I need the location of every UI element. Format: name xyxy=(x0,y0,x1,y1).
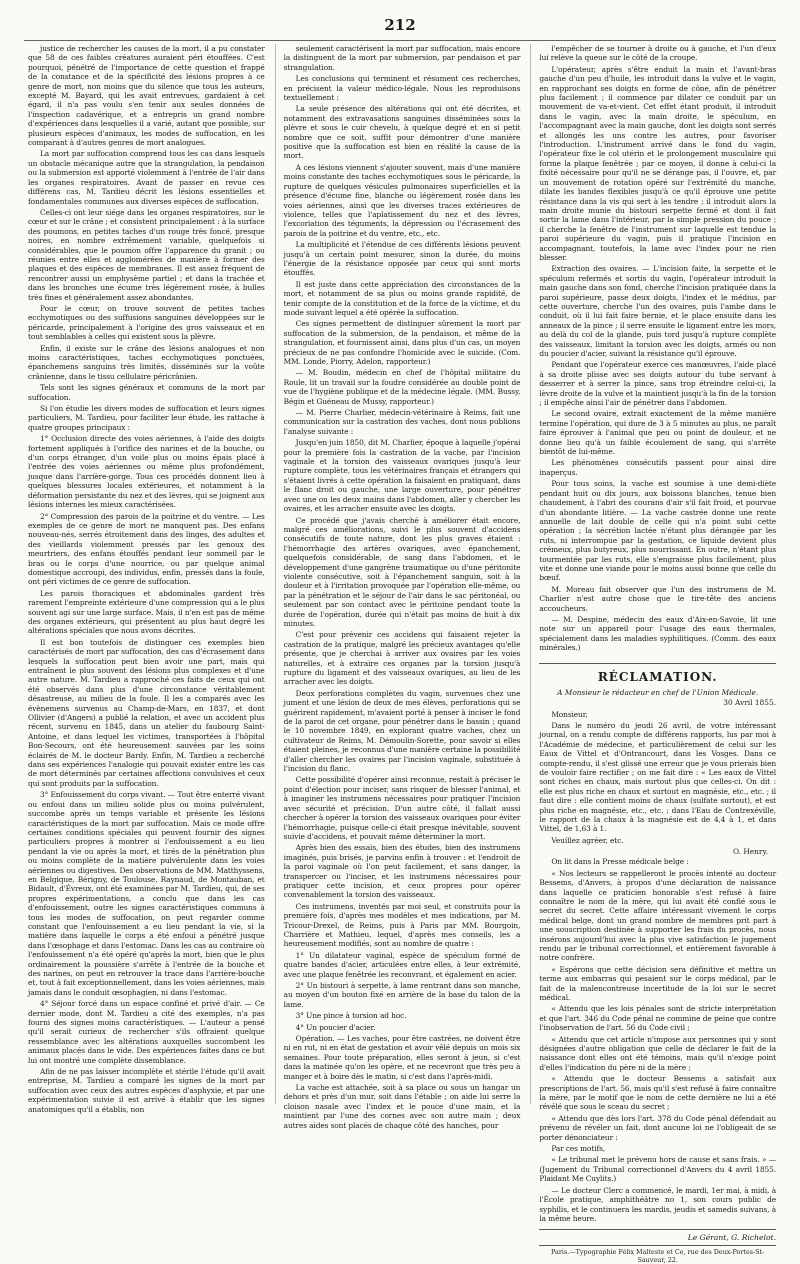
article-paragraph: La seule présence des altérations qui ont été décrites, et notamment des extravasations sanguines disséminées sous la plèvre et sous le cuir chevelu, à quelque degré et en si petit nombre que ce soit, suffit pour démontrer d'une manière positive que la suffocation est bien en réalité la cause de la mort. xyxy=(283,104,521,161)
article-paragraph: M. Moreau fait observer que l'un des instrumens de M. Charlier n'est autre chose que le tire-tête des anciens accoucheurs. xyxy=(539,584,777,613)
article-paragraph: Extraction des ovaires. — L'incision faite, la serpette et le spéculum refermés et sortis du vagin, l'opérateur introduit la main gauche dans son fond, cherche l'incision pratiquée dans la paroi supérieure, passe deux doigts, l'index et le médius, par cette ouverture, cherche l'un des ovaires, puis l'ambe dans le conduit, où il lui fait faire bernie, et le place ensuite dans les anneaux de la pince ; il serre ensuite le ligament entre les mors, au delà du col de la glande, puis tord jusqu'à rupture complète des vaisseaux, limitant la torsion avec les doigts, armés ou non du poucier d'acier, suivant la résistance qu'il éprouve. xyxy=(539,264,777,358)
press-excerpt xyxy=(539,857,776,1223)
press-paragraph: « Nos lecteurs se rappelleront le procès intenté au docteur Bessems, d'Anvers, à propos d'une déclaration de naissance dans laquelle ce praticien honorable s'est refusé à faire connaître le nom de la mère, qui lui avait été confié sous le secret du secret. Cette affaire intéressant vivement le corps médical belge, dont un grand nombre de membres prit part à une souscription destinée à supporter les frais du procès, nous insérons aujourd'hui avec la plus vive satisfaction le jugement rendu par le tribunal correctionnel, et entièrement favorable à notre confrère. xyxy=(539,868,777,963)
article-paragraph: Deux perforations complètes du vagin, survenues chez une jument et une lésion de deux de mes élèves, perforations qui se guérirent rapidement, m'avaient porté à penser à inciser le fond de la paroi de cet organe, pour pénétrer dans le bassin ; quand le 10 novembre 1849, en explorant quatre vaches, chez un cultivateur de Reims, M. Démoulin-Sorette, pour savoir si elles étaient pleines, je reconnus d'une manière certaine la possibilité d'aller chercher les ovaires par l'incision vaginale, substituée à l'incision du flanc. xyxy=(283,688,521,774)
column-3-articles xyxy=(539,44,776,653)
article-paragraph: — M. Despine, médecin des eaux d'Aix-en-Savoie, lit une note sur un appareil pour l'usage des eaux thermales, spécialement dans les maladies syphilitiques. (Comm. des eaux minérales.) xyxy=(539,614,777,653)
article-paragraph: Ces instrumens, inventés par moi seul, et construits pour la première fois, d'après mes modèles et mes indications, par M. Tricour-Drexel, de Reims, puis à Paris par MM. Bourgoin, Charrière et Mathieu, lequel, d'après mes conseils, les a heureusement modifiés, sont au nombre de quatre : xyxy=(283,901,521,949)
article-paragraph: l'empêcher de se tourner à droite ou à gauche, et l'un d'eux lui relève la queue sur le côté de la croupe. xyxy=(539,44,777,63)
article-paragraph: 2° Un bistouri à serpette, à lame rentrant dans son manche, au moyen d'un bouton fixé en arrière de la base du talon de la lame. xyxy=(283,981,521,1009)
article-paragraph: seulement caractérisent la mort par suffocation, mais encore la distinguent de la mort par submersion, par pendaison et par strangulation. xyxy=(283,44,521,72)
article-paragraph: La mort par suffocation comprend tous les cas dans lesquels un obstacle mécanique autre que la strangulation, la pendaison ou la submersion est apporté violemment à l'entrée de l'air dans les organes respiratoires. Avant de passer en revue ces différens cas, M. Tardieu décrit les lésions essentielles et fondamentales communes aux diverses espèces de suffocation. xyxy=(28,149,265,206)
article-paragraph: Pour le cœur, on trouve souvent de petites taches ecchymotiques ou des suffusions sanguines développées sur le péricarde, principalement à l'origine des gros vaisseaux et en tout semblables à celles qui existent sous la plèvre. xyxy=(28,303,265,342)
press-paragraph: « Attendu que cet article n'impose aux personnes qui y sont désignées d'autre obligation que celle de déclarer le fait de la naissance dont elles ont été témoins, mais qu'il n'exige point d'elles l'indication du père ni de la mère ; xyxy=(539,1034,777,1072)
page-number: 212 xyxy=(384,16,416,34)
letter-addressee: A Monsieur le rédacteur en chef de l'Union Médicale. xyxy=(557,687,759,697)
article-paragraph: 2° Compression des parois de la poitrine et du ventre. — Les exemples de ce genre de mort ne manquent pas. Des enfans nouveau-nés, serrés étroitement dans des linges, des adultes et des vieillards violemment pressés par les genoux des meurtriers, des enfans étouffés pendant leur sommeil par le bras ou le corps d'une nourrice, ou par quelque animal domestique accroupi, des individus, enfin, pressés dans la foule, ont péri victimes de ce genre de suffocation. xyxy=(28,511,265,587)
article-paragraph: 1° Un dilatateur vaginal, espèce de spéculum formé de quatre bandes d'acier, articulées entre elles, à leur extrémité, avec une plaque fenêtrée les reconvrant, et également en acier. xyxy=(283,950,521,979)
article-paragraph: Afin de ne pas laisser incomplète et stérile l'étude qu'il avait entreprise, M. Tardieu a comparé les signes de la mort par suffocation avec ceux des autres espèces d'asphyxie, et par une expérimentation suivie il est arrivé à établir que les signes anatomiques qu'il a établis, non xyxy=(28,1067,265,1114)
article-paragraph: La multiplicité et l'étendue de ces différents lésions peuvent jusqu'à un certain point mesurer, sinon la durée, du moins l'énergie de la résistance opposée par ceux qui sont morts étouffés. xyxy=(283,240,521,278)
article-paragraph: 1° Occlusion directe des voies aériennes, à l'aide des doigts fortement appliqués à l'orifice des narines et de la bouche, ou d'un corps étranger, d'un voile plus ou moins épais placé à l'entrée des voies aériennes ou même plus profondément, jusque dans l'arrière-gorge. Tous ces procédés donnent lieu à quelques blessures locales extérieures, et notamment à la déformation persistante du nez et des lèvres, qui se joignent aux lésions internes les mieux caractérisées. xyxy=(28,434,265,510)
press-paragraph: Par ces motifs, xyxy=(551,1144,606,1154)
article-paragraph: Les phénomènes consécutifs passent pour ainsi dire inaperçus. xyxy=(539,458,777,477)
reclamation-title: RÉCLAMATION. xyxy=(539,663,776,684)
article-paragraph: — M. Pierre Charlier, médecin-vétérinaire à Reims, fait une communication sur la castration des vaches, dont nous publions l'analyse suivante : xyxy=(283,408,521,436)
article-paragraph: — M. Boudin, médecin en chef de l'hôpital militaire du Roule, lit un travail sur la foudre considérée au double point de vue de l'hygiène publique et de la médecine légale. (MM. Bussy, Bégin et Guéneau de Mussy, rapporteur.) xyxy=(283,368,521,406)
column-1 xyxy=(28,44,265,1114)
article-paragraph: Opération. — Les vaches, pour être castrées, ne doivent être ni en rut, ni en état de gestation et avoir vêlé depuis un mois six semaines. Pour toute préparation, elles seront à jeun, si c'est dans la matinée qu'on les opère, et ne recevront que très peu à manger et à boire dès le matin, si c'est dans l'après-midi. xyxy=(283,1034,521,1081)
article-paragraph: Il est bon toutefois de distinguer ces exemples bien caractérisés de mort par suffocation, des cas d'écrasement dans lesquels la suffocation peut bien avoir une part, mais qui entraînent le plus souvent des lésions plus complexes et d'une autre nature. M. Tardieu a rapproché ces faits de ceux qui ont été observés dans plus d'une circonstance véritablement désastreuse, au milieu de la foule. Il les a comparés avec les évènemens survenus au Champ-de-Mars, en 1837, et dont Ollivier (d'Angers) a publié la relation, et avec un accident plus récent, survenu en 1845, dans un atelier du faubourg Saint-Antoine, et dans lequel les victimes, transportées à l'hôpital Bon-Secours, ont été heureusement sauvées par les soins éclairés de M. le docteur Bardy. Enfin, M. Tardieu a recherché dans ses expériences l'analogie qui pouvait exister entre les cas de mort déterminés par certaines affections convulsives et ceux qui sont produits par la suffocation. xyxy=(28,637,265,788)
letter-date: 30 Avril 1855. xyxy=(723,697,777,707)
article-paragraph: 3° Une pince à torsion ad hoc. xyxy=(295,1011,407,1021)
press-paragraph: « Espérons que cette décision sera définitive et mettra un terme aux embarras qui pesaient sur le corps médical, par le fait de la malencontreuse incertitude de la loi sur le secret médical. xyxy=(539,964,777,1002)
letter-body: Dans le numéro du jeudi 26 avril, de votre intéressant journal, on a rendu compte de différens rapports, lus par moi à l'Académie de médecine, et particulièrement de celui sur les Eaux de Vittel et d'Ontrancourt, dans les Vosges. Dans ce compte-rendu, il s'est glissé une erreur que je vous prierais bien de vouloir faire rectifier ; on me fait dire : « Les eaux de Vittel sont riches en chaux, mais surtout plus que celles-ci. On dit : elle est plus riche en chaux et surtout en magnésie, etc., etc. ; il faut dire : elle contient moins de chaux (sulfate surtout), et est plus riche en magnésie, etc., etc. ; dans l'Eau de Contrexéville, le rapport de la chaux à la magnésie est de 4,4 à 1, et dans Vittel, de 1,63 à 1. xyxy=(539,721,777,834)
article-paragraph: Pour tous soins, la vache est soumise à une demi-diète pendant huit ou dix jours, aux boissons blanches, tenue bien chaudement, à l'abri des courans d'air s'il fait froid, et pourvue d'un abondante litière. — La vache castrée donne une rente annuelle de lait double de celle qui n'a point subi cette opération ; la sécrétion lactée n'étant plus dérangée par les ruts, ni interrompue par la gestation, ce liquide devient plus crémeux, plus butyreux, plus nourrissant. En outre, n'étant plus tourmentée par les ruts, elle s'engraisse plus facilement, plus vite et donne une viande pour le moins aussi bonne que celle du bœuf. xyxy=(539,479,777,583)
letter-salutation: Monsieur, xyxy=(551,709,588,719)
column-3 xyxy=(530,44,777,1264)
text-columns xyxy=(28,44,777,1264)
article-paragraph: 4° Séjour forcé dans un espace confiné et privé d'air. — Ce dernier mode, dont M. Tardieu a cité des exemples, n'a pas fourni des signes moins caractéristiques. — L'auteur a pensé qu'il serait curieux de rechercher s'ils offraient quelque ressemblance avec les altérations auxquelles succombent les animaux placés dans le vide. Des expériences faites dans ce but lui ont montré une complète dissemblance. xyxy=(28,999,265,1065)
article-paragraph: Tels sont les signes généraux et communs de la mort par suffocation. xyxy=(28,383,265,402)
article-paragraph: Enfin, il existe sur le crâne des lésions analogues et non moins caractéristiques, taches ecchymotiques ponctuées, épanchemens sanguins très limités, disséminés sur la voûte crânienne, dans le tissu cellulaire péricrânien. xyxy=(28,343,265,381)
article-paragraph: La vache est attachée, soit à sa place ou sous un hangar un dehors et près d'un mur, soit dans l'étable ; on aide lui serre la cloison nasale avec l'index et le pouce d'une main, et la maintient par l'une des cornes avec son autre main ; deux autres aides sont placés de chaque côté des hanches, pour xyxy=(283,1083,521,1130)
press-paragraph: « Le tribunal met le prévenu hors de cause et sans frais. » — (Jugement du Tribunal correctionnel d'Anvers du 4 avril 1855. Plaidant Me Cuylits.) xyxy=(539,1155,777,1184)
article-paragraph: 4° Un poucier d'acier. xyxy=(295,1022,376,1032)
press-paragraph: « Attendu que dès lors l'art. 378 du Code pénal défendait au prévenu de révéler un fait, dont aucune loi ne l'obligeait de se porter dénonciateur : xyxy=(539,1113,777,1142)
article-paragraph: justice de rechercher les causes de la mort, il a pu constater que 58 de ces faibles créatures auraient péri étouffées. C'est pourquoi, pénétré de l'importance de cette question et frappé de la constance et de la spécificité des lésions propres à ce genre de mort, non moins que du silence que tous les auteurs, excepté M. Bayard, qui les avait entrevues, gardaient à cet égard, il n'a pas voulu s'en tenir aux seules données de l'inspection cadavérique, et a entrepris un grand nombre d'expériences dans lesquelles il a varié, autant que possible, sur plusieurs espèces d'animaux, les modes de suffocation, en les comparant à d'autres genres de mort analogues. xyxy=(28,44,265,148)
article-paragraph: Ces signes permettent de distinguer sûrement la mort par suffocation de la submersion, de la pendaison, et même de la strangulation, et fournissent ainsi, dans plus d'un cas, un moyen précieux de ne pas confondre l'homicide avec le suicide. (Com. MM. Londe, Piorry, Adelon, rapporteur.) xyxy=(283,319,521,366)
letter-signature: O. Henry. xyxy=(733,847,769,857)
gerant-line: Le Gérant, G. Richelot. xyxy=(539,1229,776,1242)
article-paragraph: Après bien des essais, bien des études, bien des instrumens imaginés, puis brisés, je parvins enfin à trouver : et l'endroit de la paroi vaginale où l'on peut facilement, et sans danger, la transpercer ou l'inciser, et les instrumens nécessaires pour pratiquer cette incision, et ceux propres pour opérer convenablement la torsion des vaisseaux. xyxy=(283,843,521,900)
article-paragraph: Jusqu'en juin 1850, dit M. Charlier, époque à laquelle j'opérai pour la première fois la castration de la vache, par l'incision vaginale et la torsion des vaisseaux ovariques jusqu'à leur rupture complète, tous les vétérinaires français et étrangers qui s'étaient livrés à cette opération la faisaient en pratiquant, dans le flanc droit ou gauche, une large ouverture, pour pénétrer avec une ou les deux mains dans l'abdomen, aller y chercher les ovaires, et les arracher ensuite avec les doigts. xyxy=(283,438,521,514)
article-paragraph: C'est pour prévenir ces accidens qui faisaient rejeter la castration de la pratique, malgré les précieux avantages qu'elle présente, que je cherchai à arriver aux ovaires par les voies naturelles, et à extraire ces organes par la torsion jusqu'à rupture du ligament et des vaisseaux ovariques, au lieu de les arracher avec les doigts. xyxy=(283,630,521,687)
press-paragraph: On lit dans la Presse médicale belge : xyxy=(551,857,689,867)
imprint-line: Paris.—Typographie Félix Malteste et Ce, rue des Deux-Portes-St-Sauveur, 22. xyxy=(539,1245,776,1264)
article-paragraph: Pendant que l'opérateur exerce ces manœuvres, l'aide placé à sa droite plisse avec ses doigts autour du tube servant à desserrer et à serrer la pince, sans trop étreindre celui-ci, la lèvre droite de la vulve et la maintient jusqu'à la fin de la torsion ; il empêche ainsi l'air de pénétrer dans l'abdomen. xyxy=(539,360,777,408)
article-paragraph: Si l'on étudie les divers modes de suffocation et leurs signes particuliers, M. Tardieu, pour faciliter leur étude, les rattache à quatre groupes principaux : xyxy=(28,404,265,432)
article-paragraph: A ces lésions viennent s'ajouter souvent, mais d'une manière moins constante des taches ecchymotiques sous le péricarde, la rupture de quelques vésicules pulmonaires superficielles et la présence d'écume fine, blanche ou légèrement rosée dans les voies aériennes, ainsi que les diverses traces extérieures de violence, telles que l'aplatissement du nez et des lèvres, l'excoriation des téguments, la dépression ou l'écrasement des parois de la poitrine et du ventre, etc., etc. xyxy=(283,162,521,238)
article-paragraph: Les conclusions qui terminent et résument ces recherches, en précisent la valeur médico-légale. Nous les reproduisons textuellement : xyxy=(283,74,521,103)
letter-closing: Veuillez agréer, etc. xyxy=(551,835,624,845)
article-paragraph: Les parois thoraciques et abdominales gardent très rarement l'empreinte extérieure d'une compression qui a le plus souvent agi sur une large surface. Mais, il n'en est pas de même des organes extérieurs, qui présentent au plus haut degré les altérations spéciales que nous avons décrites. xyxy=(28,588,265,636)
article-paragraph: Ce procédé que j'avais cherché à améliorer était encore, malgré ces améliorations, suivi le plus souvent d'accidens consécutifs de toute nature, dont les plus graves étaient : l'hémorrhagie des artères ovariques, avec épanchement, quelquefois considérable, de sang dans l'abdomen, et le développement d'une gangrène traumatique ou d'une péritonite violente consécutive, soit à l'épanchement sanguin, soit à la douleur et à l'irritation provoquée par l'opération elle-même, ou par la pénétration et le séjour de l'air dans le sac péritonéal, ou seulement par son contact avec le péritoine pendant toute la durée de l'opération, durée qui n'était pas moins de huit à dix minutes. xyxy=(283,515,521,628)
article-paragraph: 3° Enfouissement du corps vivant. — Tout être enterré vivant ou enfoui dans un milieu solide plus ou moins pulvérulent, succombe après un temps variable et présente les lésions caractéristiques de la mort par suffocation. Mais ce mode offre certaines conditions spéciales qui peuvent fournir des signes particuliers propres à montrer si l'enfouissement a eu lieu pendant la vie ou après la mort, et tirés de la pénétration plus ou moins complète de la matière pulvérulente dans les voies aériennes ou digestives. Des observations de MM. Matthyssens, en Belgique, Bérigny, de Toulouse, Raynaud, de Montauban, et Bidault, d'Évreux, ont été examinées par M. Tardieu, qui, de ses propres expérimentations, a conclu que dans les cas d'enfouissement, outre les signes caractéristiques communs à tous les modes de suffocation, on peut regarder comme constant que l'enfouissement a eu lieu pendant la vie, si la matière dans laquelle le corps a été enfoui a pénétré jusque dans l'œsophage et dans l'estomac. Dans les cas au contraire où l'enfouissement n'a été opéré qu'après la mort, bien que le plus ordinairement la poussière s'arrête à l'entrée de la bouche et des narines, on peut en retrouver la trace dans l'arrière-bouche et, tout à fait exceptionnellement, dans les voies aériennes, mais jamais dans le conduit œsophagien, ni dans l'estomac. xyxy=(28,790,265,997)
article-paragraph: Celles-ci ont leur siége dans les organes respiratoires, sur le cœur et sur le crâne ; et consistent principalement : à la surface des poumons, en petites taches d'un rouge très foncé, presque noires, en nombre extrêmement variable, quelquefois si considérables, que le poumon offre l'apparence du granit ; ou réunies entre elles et agglomérées de manière à former des plaques et des espèces de membranes. Il est assez fréquent de rencontrer aussi un emphysème partiel ; et dans la trachée et dans les bronches une écume très légèrement rosée, à bulles très fines et généralement assez abondantes. xyxy=(28,207,265,302)
press-paragraph: « Attendu que le docteur Bessems a satisfait aux prescriptions de l'art. 56, mais qu'il s'est refusé à faire connaître la mère, par le motif que le nom de cette dernière ne lui a été révélé que sous le sceau du secret ; xyxy=(539,1074,777,1112)
article-paragraph: Cette possibilité d'opérer ainsi reconnue, restait à préciser le point d'élection pour inciser, sans risquer de blesser l'animal, et à imaginer les instrumens nécessaires pour pratiquer l'incision avec sécurité et précision. D'un autre côté, il fallait aussi chercher à opérer la torsion des vaisseaux ovariques pour éviter l'hémorrhagie, puisque celle-ci était presque inévitable, souvent suivie d'accidens, et pouvait même déterminer la mort. xyxy=(283,775,521,841)
press-paragraph: — Le docteur Clerc a commencé, le mardi, 1er mai, à midi, à l'École pratique, amphithéâtre no 1, son cours public de syphilis, et le continuera les mardis, jeudis et samedis suivans, à la même heure. xyxy=(539,1185,777,1223)
article-paragraph: Le second ovaire, extrait exactement de la même manière termine l'opération, qui dure de 3 à 5 minutes au plus, ne paraît faire éprouver à l'animal que peu ou point de douleur, et ne donne lieu qu'à un faible écoulement de sang, qui s'arrête bientôt de lui-même. xyxy=(539,409,777,457)
header-rule xyxy=(24,40,776,41)
article-paragraph: L'opérateur, après s'être enduit la main et l'avant-bras gauche d'un peu d'huile, les introduit dans la vulve et le vagin, en rapprochant ses doigts en forme de cône, afin de pénétrer plus facilement ; il commence par dilater ce conduit par un mouvement de va-et-vient. Cet effet étant produit, il introduit dans le vagin, avec la main droite, le spéculum, en l'accompagnant avec la main gauche, dont les doigts sont serrés et allongés les uns contre les autres, pour favoriser l'introduction. L'instrument arrivé dans le fond du vagin, l'opérateur fixe le col utérin et le prolongement musculaire qui forme la plaque fenêtrée ; par ce moyen, il donne à celui-ci la fixité nécessaire pour qu'il ne se dérange pas, il l'ouvre, et, par un mouvement de rotation opéré sur l'extrémité du manche, dilate les bandes flexibles jusqu'à ce qu'il éprouve une petite résistance dans la vis qui sert à les tendre ; il introduit alors la main droite munie du bistouri serpette fermé et dont il fait sortir la lame dans l'intérieur, par la simple pression du pouce ; il cherche la fenêtre de l'instrument sur laquelle est tendue la paroi supérieure du vagin, puis il pratique l'incision en accompagnant, toutefois, la lame avec l'index pour ne rien blesser. xyxy=(539,64,777,262)
article-paragraph: Il est juste dans cette appréciation des circonstances de la mort, et notamment de sa plus ou moins grande rapidité, de tenir compte de la constitution et de la force de la victime, et du mode suivant lequel a été opérée la suffocation. xyxy=(283,279,521,317)
column-2 xyxy=(275,44,521,1130)
press-paragraph: « Attendu que les lois pénales sont de stricte interprétation et que l'art. 346 du Code pénal ne commine de peine que contre l'inobservation de l'art. 56 du Code civil ; xyxy=(539,1004,777,1033)
